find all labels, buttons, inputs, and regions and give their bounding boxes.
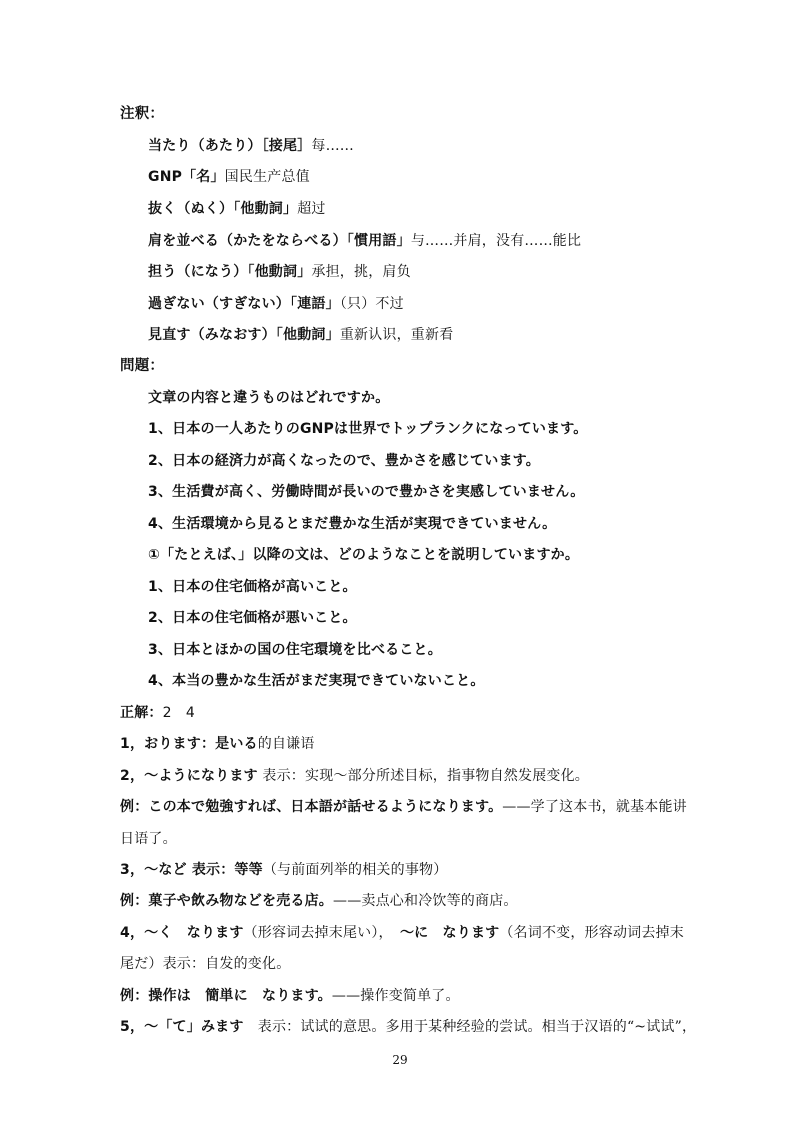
note-item bbox=[148, 137, 354, 155]
question-1-option: 2、日本の経済力が高くなったので、豊かさを感じています。 bbox=[148, 453, 540, 469]
question-1-option: 1、日本の一人あたりのGNPは世界でトップランクになっています。 bbox=[148, 421, 588, 437]
grammar-point-2 bbox=[120, 767, 589, 785]
question-1-option: 3、生活費が高く、労働時間が長いので豊かさを実感していません。 bbox=[148, 484, 585, 500]
grammar-point-5 bbox=[120, 1018, 696, 1036]
note-gloss: （只）不过 bbox=[339, 296, 404, 312]
note-term: 当たり（あたり）［接尾］ bbox=[148, 138, 312, 154]
note-item bbox=[148, 232, 581, 250]
note-item bbox=[148, 295, 404, 313]
grammar-point-4 bbox=[120, 924, 684, 942]
grammar-point-3 bbox=[120, 861, 447, 879]
example-translation: ——卖点心和冷饮等的商店。 bbox=[333, 893, 518, 909]
note-gloss: 超过 bbox=[297, 201, 326, 217]
grammar-explanation: 的自谦语 bbox=[257, 736, 315, 752]
grammar-term: 4，～く なります bbox=[120, 925, 244, 941]
grammar-term: 3，～など 表示：等等 bbox=[120, 862, 263, 878]
grammar-term: 2，～ようになります bbox=[120, 768, 258, 784]
note-term: 抜く（ぬく）「他動詞」 bbox=[148, 201, 298, 217]
note-item bbox=[148, 168, 310, 186]
question-2: ①「たとえば、」以降の文は、どのようなことを説明していますか。 bbox=[148, 547, 580, 563]
note-gloss: 每…… bbox=[311, 138, 355, 154]
note-gloss: 承担，挑，肩负 bbox=[311, 264, 411, 280]
question-2-option: 4、本当の豊かな生活がまだ実現できていないこと。 bbox=[148, 673, 485, 689]
answer-line bbox=[120, 704, 195, 722]
note-gloss: 国民生产总值 bbox=[224, 169, 310, 185]
grammar-point-4-continuation: 尾だ）表示：自发的变化。 bbox=[120, 956, 291, 972]
example-translation: ——操作变简单了。 bbox=[331, 988, 460, 1004]
note-term: 肩を並べる（かたをならべる）「慣用語」 bbox=[148, 233, 411, 249]
answer-value: 2 4 bbox=[162, 705, 196, 721]
note-item bbox=[148, 326, 453, 344]
grammar-explanation: （与前面列举的相关的事物） bbox=[262, 862, 448, 878]
note-gloss: 重新认识，重新看 bbox=[339, 327, 454, 343]
example-2 bbox=[120, 798, 687, 816]
question-1-option: 4、生活環境から見るとまだ豊かな生活が実現できていません。 bbox=[148, 516, 557, 532]
notes-heading: 注釈： bbox=[120, 106, 165, 122]
grammar-point-1 bbox=[120, 735, 315, 753]
grammar-explanation: 表示：实现～部分所述目标，指事物自然发展变化。 bbox=[257, 768, 589, 784]
grammar-term: 5，～「て」みます bbox=[120, 1019, 244, 1035]
page-number: 29 bbox=[392, 1053, 408, 1067]
questions-heading: 問題： bbox=[120, 358, 165, 374]
question-2-option: 3、日本とほかの国の住宅環境を比べること。 bbox=[148, 642, 442, 658]
question-2-option: 2、日本の住宅価格が悪いこと。 bbox=[148, 610, 357, 626]
note-gloss: 与……并肩，没有……能比 bbox=[410, 233, 582, 249]
example-4 bbox=[120, 987, 460, 1005]
note-term: 担う（になう）「他動詞」 bbox=[148, 264, 312, 280]
note-item bbox=[148, 200, 326, 218]
grammar-note: （名词不变，形容动词去掉末 bbox=[499, 925, 684, 941]
example-2-continuation: 日语了。 bbox=[120, 831, 177, 847]
example-sentence: 例：操作は 簡単に なります。 bbox=[120, 988, 332, 1004]
note-item bbox=[148, 263, 411, 281]
example-sentence: 例：この本で勉強すれば、日本語が話せるようになります。 bbox=[120, 799, 503, 815]
grammar-note: （形容词去掉末尾い）， bbox=[243, 925, 386, 941]
example-3 bbox=[120, 892, 518, 910]
example-translation: ——学了这本书，就基本能讲 bbox=[502, 799, 687, 815]
question-2-option: 1、日本の住宅価格が高いこと。 bbox=[148, 579, 357, 595]
grammar-explanation: 表示：试试的意思。多用于某种经验的尝试。相当于汉语的“~试试”， bbox=[243, 1019, 697, 1035]
note-term: 過ぎない（すぎない）「連語」 bbox=[148, 296, 340, 312]
grammar-term: 1，おります：是いる bbox=[120, 736, 258, 752]
answer-label: 正解： bbox=[120, 705, 163, 721]
note-term: GNP「名」 bbox=[148, 169, 225, 185]
grammar-term: ～に なります bbox=[385, 925, 500, 941]
question-1: 文章の内容と違うものはどれですか。 bbox=[148, 390, 390, 406]
example-sentence: 例：菓子や飲み物などを売る店。 bbox=[120, 893, 333, 909]
note-term: 見直す（みなおす）「他動詞」 bbox=[148, 327, 340, 343]
